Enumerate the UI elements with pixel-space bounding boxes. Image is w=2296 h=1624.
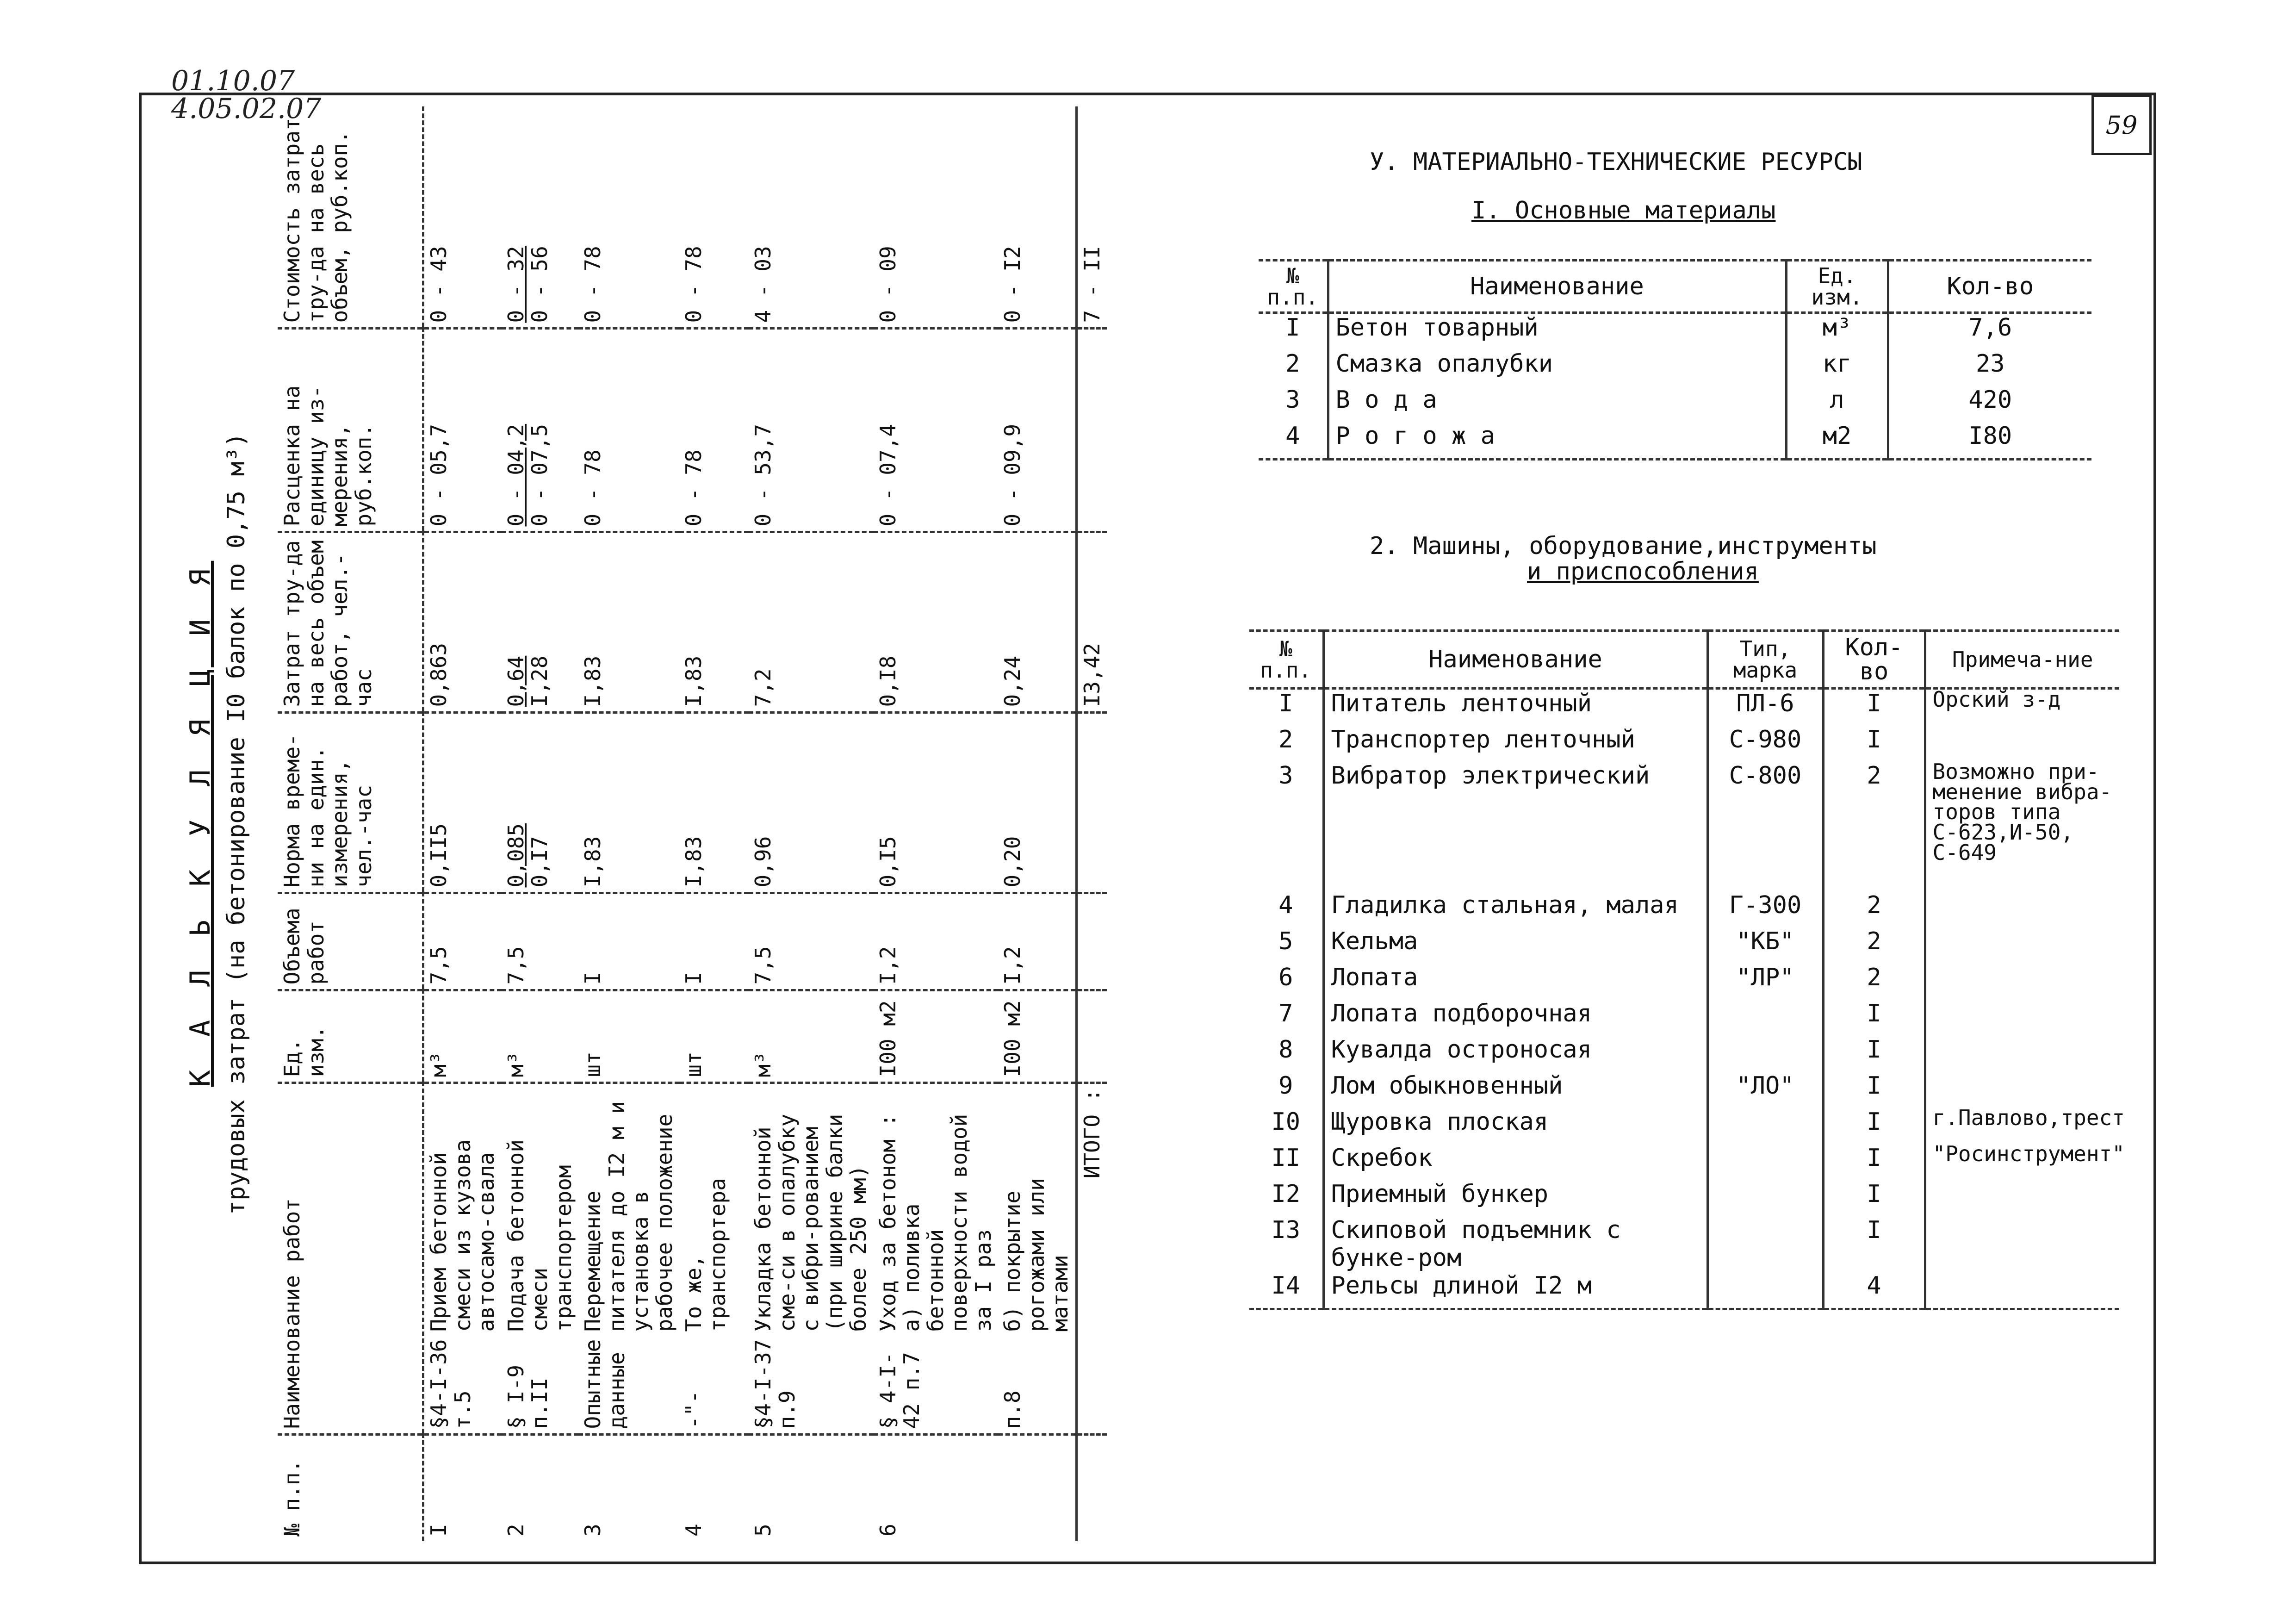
mach-type: [1707, 1272, 1823, 1309]
rate-cell: [423, 329, 502, 532]
mat-qty: 23: [1888, 350, 2091, 386]
mach-qty: I: [1823, 1036, 1925, 1072]
work-name-cell: [423, 1083, 502, 1435]
mach-n: II: [1271, 1144, 1301, 1172]
row-number: 4: [681, 1524, 707, 1537]
mach-header-type: Тип, марка: [1707, 631, 1823, 689]
mach-name: Щуровка плоская: [1323, 1108, 1707, 1144]
mach-n: 8: [1278, 1036, 1293, 1064]
doc-code-2: 4.05.02.07: [171, 93, 322, 125]
mach-type: "ЛР": [1707, 964, 1823, 1000]
mat-name: Бетон товарный: [1328, 313, 1786, 350]
calc-header-rate: Расценка на единицу из-мерения, руб.коп.: [278, 329, 423, 532]
rate-cell: [578, 329, 679, 532]
rate-value: 0 - 07,4: [875, 423, 900, 527]
table-row: [1259, 386, 2091, 422]
work-ref: -"-: [681, 1390, 707, 1429]
mach-type: "ЛО": [1707, 1072, 1823, 1108]
norm-cell: [423, 713, 502, 893]
labor-value: 0,I8: [875, 655, 900, 707]
mach-n: 6: [1278, 964, 1293, 991]
mat-qty: 7,6: [1888, 313, 2091, 350]
mach-name: Транспортер ленточный: [1323, 726, 1707, 762]
mach-n: I3: [1271, 1216, 1301, 1244]
table-row: [1249, 1272, 2119, 1309]
rate-cell: [679, 329, 749, 532]
unit: м³: [502, 990, 579, 1083]
labor-value: 0,24: [1000, 655, 1025, 707]
mach-name: Кувалда остроносая: [1323, 1036, 1707, 1072]
volume: I,2: [998, 893, 1076, 990]
labor-cell: [423, 532, 502, 713]
rate-cell: [998, 329, 1076, 532]
norm-cell: [749, 713, 874, 893]
table-row: [998, 106, 1076, 1541]
mach-qty: I: [1823, 689, 1925, 726]
total-empty: [1076, 893, 1107, 990]
mach-type: [1707, 1108, 1823, 1144]
machines-title-1: 2. Машины, оборудование,инструменты: [1370, 532, 1877, 560]
mat-header-qty: Кол-во: [1888, 261, 2091, 313]
mach-header-qty: Кол-во: [1823, 631, 1925, 689]
table-row: [1249, 1216, 2119, 1272]
mach-qty: 2: [1823, 927, 1925, 964]
total-empty: [1076, 713, 1107, 893]
mat-name: В о д а: [1328, 386, 1786, 422]
norm-value: I,83: [681, 836, 707, 888]
mach-note: [1925, 1272, 2119, 1309]
unit: м³: [423, 990, 502, 1083]
table-row: [423, 106, 502, 1541]
mach-name: Рельсы длиной I2 м: [1323, 1272, 1707, 1309]
rate-value: 0 - 07,5: [527, 423, 552, 527]
mach-note: [1925, 927, 2119, 964]
mach-type: С-800: [1707, 762, 1823, 891]
mach-note: "Росинструмент": [1925, 1144, 2119, 1180]
work-name-cell: [578, 1083, 679, 1435]
mach-qty: I: [1823, 1072, 1925, 1108]
volume: 7,5: [423, 893, 502, 990]
rate-cell: [502, 329, 579, 532]
cost-value: 0 - 78: [681, 246, 707, 323]
total-labor: I3,42: [1076, 532, 1107, 713]
work-name-cell: [679, 1083, 749, 1435]
cost-value: 0 - I2: [1000, 246, 1025, 323]
mach-type: Г-300: [1707, 891, 1823, 927]
total-empty: [1076, 1435, 1107, 1541]
rate-cell: [874, 329, 999, 532]
work-name-cell: [874, 1083, 999, 1435]
mat-header-n: № п.п.: [1259, 261, 1328, 313]
calc-panel: [184, 106, 1105, 1541]
table-row: [1259, 313, 2091, 350]
labor-cell: [749, 532, 874, 713]
table-row: [1259, 422, 2091, 460]
norm-value: 0,96: [751, 836, 776, 888]
mach-note: [1925, 1000, 2119, 1036]
norm-cell: [502, 713, 579, 893]
cost-cell: [874, 106, 999, 329]
total-cost: 7 - II: [1076, 106, 1107, 329]
norm-value: 0,085: [503, 823, 528, 888]
labor-value: 7,2: [751, 668, 776, 707]
table-row: [1249, 1036, 2119, 1072]
mach-qty: I: [1823, 1000, 1925, 1036]
work-name: То же, транспортера: [681, 1178, 730, 1332]
work-ref: § I-9 п.II: [503, 1365, 552, 1429]
rate-value: 0 - 78: [681, 449, 707, 527]
table-row: [1259, 350, 2091, 386]
mach-header-note: Примеча-ние: [1925, 631, 2119, 689]
unit: м³: [749, 990, 874, 1083]
mat-unit: м2: [1786, 422, 1888, 460]
mat-n: 2: [1285, 350, 1300, 378]
labor-value: I,83: [681, 655, 707, 707]
mach-name: Приемный бункер: [1323, 1180, 1707, 1216]
unit: шт: [578, 990, 679, 1083]
total-row: [1076, 106, 1107, 1541]
rate-value: 0 - 05,7: [426, 423, 451, 527]
doc-code-1: 01.10.07: [171, 65, 295, 97]
mach-qty: I: [1823, 726, 1925, 762]
mach-note: [1925, 726, 2119, 762]
cost-value: 0 - 78: [580, 246, 606, 323]
labor-value: 0,863: [426, 643, 451, 707]
cost-value: 0 - 56: [527, 246, 552, 323]
work-ref: Опытные данные: [580, 1339, 629, 1429]
work-name-cell: [749, 1083, 874, 1435]
rate-value: 0 - 09,9: [1000, 423, 1025, 527]
work-name: Перемещение питателя до I2 м и установка в рабочее положение: [580, 1101, 677, 1332]
mach-type: [1707, 1144, 1823, 1180]
mach-n: 4: [1278, 891, 1293, 919]
mat-unit: м³: [1786, 313, 1888, 350]
mach-qty: I: [1823, 1144, 1925, 1180]
calc-title: К А Л Ь К У Л Я Ц И Я: [184, 560, 217, 1087]
calc-header-volume: Объема работ: [278, 893, 423, 990]
mach-name: Лопата: [1323, 964, 1707, 1000]
mach-type: [1707, 1180, 1823, 1216]
unit: I00 м2: [874, 990, 999, 1083]
table-row: [1249, 1180, 2119, 1216]
mat-header-name: Наименование: [1328, 261, 1786, 313]
work-name: Укладка бетонной сме-си в опалубку с вибри-рованием (при ширине балки более 250 мм): [751, 1114, 871, 1332]
mat-unit: кг: [1786, 350, 1888, 386]
cost-value: 0 - 09: [875, 246, 900, 323]
volume: 7,5: [502, 893, 579, 990]
labor-cell: [874, 532, 999, 713]
work-ref: п.8: [1000, 1390, 1025, 1429]
cost-value: 4 - 03: [751, 246, 776, 323]
mat-n: 3: [1285, 386, 1300, 414]
mach-note: [1925, 964, 2119, 1000]
rate-value: 0 - 78: [580, 449, 606, 527]
mach-type: [1707, 1036, 1823, 1072]
cost-cell: [578, 106, 679, 329]
mach-type: ПЛ-6: [1707, 689, 1823, 726]
materials-title: I. Основные материалы: [1471, 197, 1776, 224]
work-name-cell: [998, 1083, 1076, 1435]
mach-name: Вибратор электрический: [1323, 762, 1707, 891]
calc-subtitle: трудовых затрат (на бетонирование I0 балок по 0,75 м³): [223, 432, 250, 1215]
mach-type: [1707, 1216, 1823, 1272]
row-number: [998, 1435, 1076, 1541]
machines-table: [1249, 629, 2125, 1310]
mach-type: С-980: [1707, 726, 1823, 762]
labor-cell: [502, 532, 579, 713]
mach-note: Возможно при-менение вибра-торов типа С-623,И-50, С-649: [1925, 762, 2119, 891]
work-name: б) покрытие рогожами или матами: [1000, 1178, 1073, 1332]
total-empty: [1076, 329, 1107, 532]
mach-note: [1925, 1216, 2119, 1272]
table-row: [578, 106, 679, 1541]
cost-cell: [998, 106, 1076, 329]
rate-value: 0 - 04,2: [503, 423, 528, 527]
mach-type: "КБ": [1707, 927, 1823, 964]
mach-type: [1707, 1000, 1823, 1036]
volume: I: [578, 893, 679, 990]
work-name: Прием бетонной смеси из кузова автосамо-свала: [426, 1139, 499, 1332]
cost-cell: [423, 106, 502, 329]
labor-cell: [578, 532, 679, 713]
mat-unit: л: [1786, 386, 1888, 422]
mach-note: [1925, 1072, 2119, 1108]
calc-table: [278, 106, 1107, 1541]
mach-qty: 2: [1823, 762, 1925, 891]
table-row: [679, 106, 749, 1541]
mach-name: Питатель ленточный: [1323, 689, 1707, 726]
table-row: [1249, 726, 2119, 762]
mach-n: I2: [1271, 1180, 1301, 1208]
unit: шт: [679, 990, 749, 1083]
work-ref: §4-I-36 т.5: [426, 1339, 475, 1429]
calc-header-name: Наименование работ: [278, 1083, 423, 1435]
mach-header-name: Наименование: [1323, 631, 1707, 689]
mach-name: Лопата подборочная: [1323, 1000, 1707, 1036]
calc-header-cost: Стоимость затрат тру-да на весь объем, руб.коп.: [278, 106, 423, 329]
work-name: Подача бетонной смеси транспортером: [503, 1139, 576, 1332]
labor-value: I,83: [580, 655, 606, 707]
mach-qty: 2: [1823, 891, 1925, 927]
norm-value: 0,II5: [426, 823, 451, 888]
mach-n: I4: [1249, 1272, 1323, 1309]
mach-note: Орский з-д: [1925, 689, 2119, 726]
mach-qty: I: [1823, 1108, 1925, 1144]
section-title: У. МАТЕРИАЛЬНО-ТЕХНИЧЕСКИЕ РЕСУРСЫ: [1370, 148, 1862, 176]
calc-header-n: № п.п.: [278, 1435, 423, 1541]
row-number: 5: [751, 1524, 776, 1537]
row-number: I: [426, 1524, 451, 1537]
norm-cell: [578, 713, 679, 893]
cost-cell: [502, 106, 579, 329]
cost-value: 0 - 43: [426, 246, 451, 323]
mat-n: 4: [1259, 422, 1328, 460]
mach-note: [1925, 1036, 2119, 1072]
norm-cell: [679, 713, 749, 893]
row-number: 2: [503, 1524, 528, 1537]
labor-cell: [679, 532, 749, 713]
mach-qty: 2: [1823, 964, 1925, 1000]
table-row: [502, 106, 579, 1541]
mach-note: г.Павлово,трест: [1925, 1108, 2119, 1144]
mach-name: Скиповой подъемник с бунке-ром: [1323, 1216, 1707, 1272]
mach-n: 2: [1278, 726, 1293, 753]
materials-table: [1259, 259, 2091, 460]
mach-note: [1925, 1180, 2119, 1216]
machines-title-2: и приспособления: [1527, 558, 1759, 585]
mat-n: I: [1285, 314, 1300, 342]
calc-header-norm: Норма време-ни на един. измерения, чел.-час: [278, 713, 423, 893]
mach-n: I0: [1271, 1108, 1301, 1136]
norm-value: 0,20: [1000, 836, 1025, 888]
norm-cell: [998, 713, 1076, 893]
mach-name: Скребок: [1323, 1144, 1707, 1180]
work-name-cell: [502, 1083, 579, 1435]
mat-name: Смазка опалубки: [1328, 350, 1786, 386]
norm-value: 0,I5: [875, 836, 900, 888]
page-number: 59: [2091, 95, 2152, 155]
volume: 7,5: [749, 893, 874, 990]
cost-cell: [679, 106, 749, 329]
work-name: Уход за бетоном : а) поливка бетонной поверхности водой за I раз: [875, 1114, 996, 1332]
rate-value: 0 - 53,7: [751, 423, 776, 527]
total-label: ИТОГО :: [1076, 1083, 1107, 1435]
mach-n: 5: [1278, 927, 1293, 955]
calc-header-unit: Ед. изм.: [278, 990, 423, 1083]
mach-qty: I: [1823, 1180, 1925, 1216]
table-row: [1249, 689, 2119, 726]
table-row: [1249, 1072, 2119, 1108]
mat-qty: 420: [1888, 386, 2091, 422]
labor-value: I,28: [527, 655, 552, 707]
work-ref: § 4-I-42 п.7: [875, 1352, 925, 1429]
norm-value: 0,I7: [527, 836, 552, 888]
cost-value: 0 - 32: [503, 246, 528, 323]
mach-name: Гладилка стальная, малая: [1323, 891, 1707, 927]
norm-cell: [874, 713, 999, 893]
mat-name: Р о г о ж а: [1328, 422, 1786, 460]
norm-value: I,83: [580, 836, 606, 888]
mach-name: Кельма: [1323, 927, 1707, 964]
cost-cell: [749, 106, 874, 329]
labor-value: 0,64: [503, 655, 528, 707]
volume: I: [679, 893, 749, 990]
mach-n: 7: [1278, 1000, 1293, 1027]
table-row: [749, 106, 874, 1541]
mach-n: 3: [1278, 762, 1293, 790]
mach-name: Лом обыкновенный: [1323, 1072, 1707, 1108]
table-row: [1249, 927, 2119, 964]
calc-header-labor: Затрат тру-да на весь объем работ, чел.-час: [278, 532, 423, 713]
mach-qty: I: [1823, 1216, 1925, 1272]
row-number: 3: [580, 1524, 606, 1537]
unit: I00 м2: [998, 990, 1076, 1083]
rate-cell: [749, 329, 874, 532]
mach-qty: 4: [1823, 1272, 1925, 1309]
table-row: [1249, 1000, 2119, 1036]
labor-cell: [998, 532, 1076, 713]
mat-header-unit: Ед. изм.: [1786, 261, 1888, 313]
table-row: [1249, 891, 2119, 927]
table-row: [1249, 1144, 2119, 1180]
mach-n: 9: [1278, 1072, 1293, 1100]
work-ref: §4-I-37 п.9: [751, 1339, 800, 1429]
total-empty: [1076, 990, 1107, 1083]
row-number: 6: [875, 1524, 900, 1537]
mach-n: I: [1278, 690, 1293, 717]
table-row: [1249, 1108, 2119, 1144]
table-row: [874, 106, 999, 1541]
table-row: [1249, 762, 2119, 891]
volume: I,2: [874, 893, 999, 990]
table-row: [1249, 964, 2119, 1000]
mat-qty: I80: [1888, 422, 2091, 460]
mach-note: [1925, 891, 2119, 927]
mach-header-n: № п.п.: [1249, 631, 1323, 689]
